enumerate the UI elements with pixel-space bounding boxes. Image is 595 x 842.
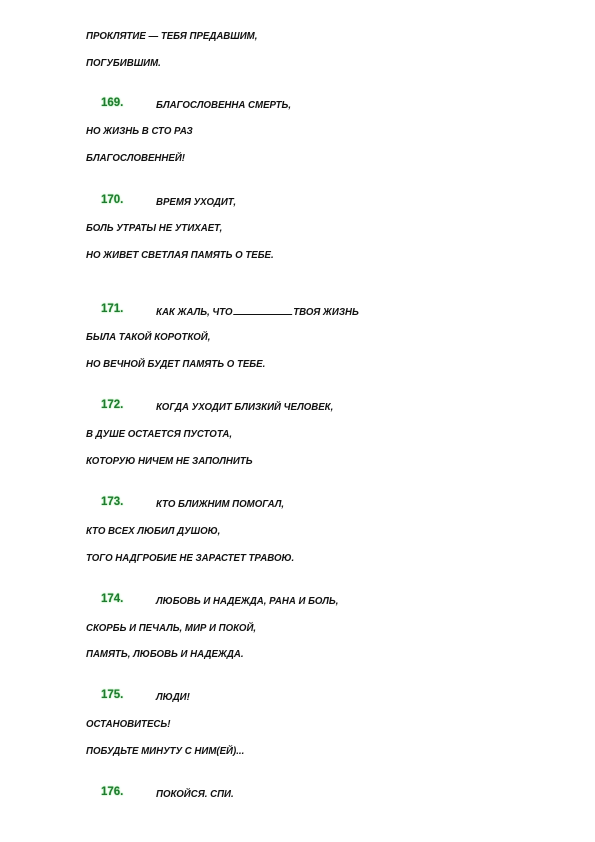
- text-line: [156, 305, 359, 318]
- fill-in-blank: [233, 305, 292, 315]
- text-line: БЛАГОСЛОВЕННА СМЕРТЬ,: [156, 99, 292, 111]
- text-line: КОГДА УХОДИТ БЛИЗКИЙ ЧЕЛОВЕК,: [156, 401, 334, 413]
- text-line: ПОКОЙСЯ. СПИ.: [156, 788, 234, 800]
- text-line: ПОБУДЬТЕ МИНУТУ С НИМ(ЕЙ)...: [86, 745, 245, 757]
- text-fragment: КАК ЖАЛЬ, ЧТО: [156, 306, 233, 318]
- text-fragment: ТВОЯ ЖИЗНЬ: [293, 306, 359, 318]
- text-line: КОТОРУЮ НИЧЕМ НЕ ЗАПОЛНИТЬ: [86, 455, 253, 467]
- epitaph-number: 171.: [101, 303, 124, 315]
- text-line: НО ВЕЧНОЙ БУДЕТ ПАМЯТЬ О ТЕБЕ.: [86, 358, 266, 370]
- text-line: ПАМЯТЬ, ЛЮБОВЬ И НАДЕЖДА.: [86, 648, 244, 660]
- text-line: НО ЖИВЕТ СВЕТЛАЯ ПАМЯТЬ О ТЕБЕ.: [86, 249, 274, 261]
- text-line: ПОГУБИВШИМ.: [86, 57, 161, 69]
- text-line: БЫЛА ТАКОЙ КОРОТКОЙ,: [86, 331, 211, 343]
- text-line: ВРЕМЯ УХОДИТ,: [156, 196, 237, 208]
- text-line: ПРОКЛЯТИЕ — ТЕБЯ ПРЕДАВШИМ,: [86, 30, 258, 42]
- epitaph-number: 174.: [101, 593, 124, 605]
- epitaph-number: 169.: [101, 97, 124, 109]
- text-line: КТО БЛИЖНИМ ПОМОГАЛ,: [156, 498, 285, 510]
- text-line: ЛЮДИ!: [156, 691, 190, 703]
- text-line: В ДУШЕ ОСТАЕТСЯ ПУСТОТА,: [86, 428, 233, 440]
- text-line: ОСТАНОВИТЕСЬ!: [86, 718, 171, 730]
- epitaph-number: 175.: [101, 689, 124, 701]
- text-line: КТО ВСЕХ ЛЮБИЛ ДУШОЮ,: [86, 525, 221, 537]
- text-line: СКОРБЬ И ПЕЧАЛЬ, МИР И ПОКОЙ,: [86, 622, 257, 634]
- text-line: НО ЖИЗНЬ В СТО РАЗ: [86, 125, 193, 137]
- text-line: БЛАГОСЛОВЕННЕЙ!: [86, 152, 186, 164]
- text-line: ТОГО НАДГРОБИЕ НЕ ЗАРАСТЕТ ТРАВОЮ.: [86, 552, 295, 564]
- epitaph-number: 176.: [101, 786, 124, 798]
- epitaph-number: 173.: [101, 496, 124, 508]
- text-line: БОЛЬ УТРАТЫ НЕ УТИХАЕТ,: [86, 222, 223, 234]
- text-line: ЛЮБОВЬ И НАДЕЖДА, РАНА И БОЛЬ,: [156, 595, 339, 607]
- epitaph-number: 170.: [101, 194, 124, 206]
- epitaph-number: 172.: [101, 399, 124, 411]
